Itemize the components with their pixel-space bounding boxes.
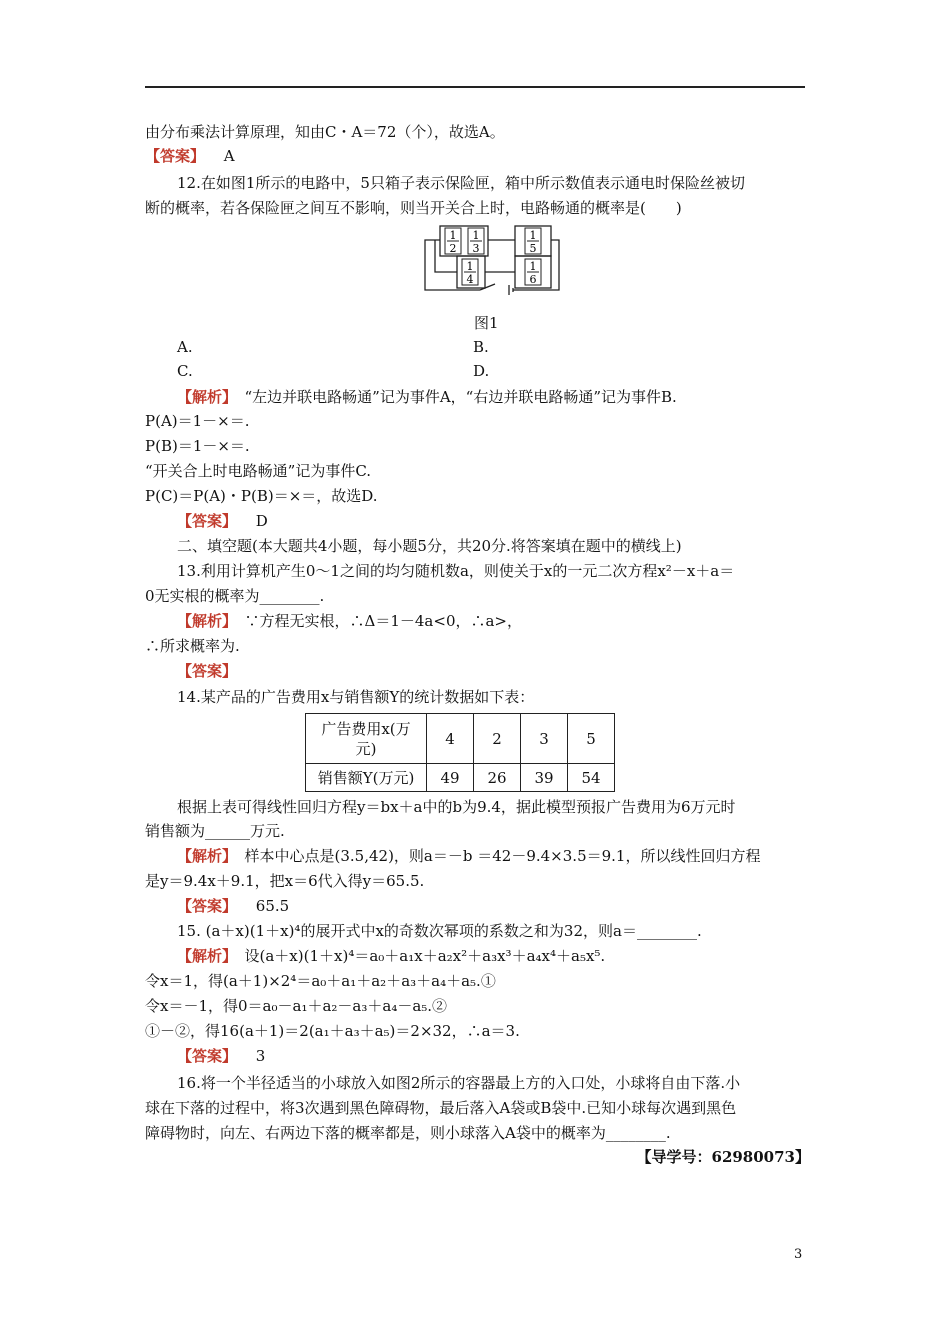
table-row-header: 销售额Y(万元) [306, 764, 427, 792]
data-table [305, 713, 615, 792]
analysis-13-line-2: ∴所求概率为. [145, 637, 240, 655]
guide-number: 【导学号：62980073】 [636, 1148, 810, 1166]
svg-text:4: 4 [466, 273, 474, 286]
answer-tag: 【答案】 [177, 662, 238, 680]
analysis-12-line-4: “开关合上时电路畅通”记为事件C. [145, 462, 372, 480]
table-row-header: 广告费用x(万 元) [306, 714, 427, 764]
option-c: C. [177, 362, 193, 380]
analysis-12-line-1: 【解析】 “左边并联电路畅通”记为事件A，“右边并联电路畅通”记为事件B. [177, 388, 677, 406]
option-a: A. [177, 338, 193, 356]
question-14-after-2: 销售额为______万元. [145, 822, 285, 840]
question-14: 14.某产品的广告费用x与销售额Y的统计数据如下表： [177, 688, 535, 706]
svg-text:2: 2 [449, 242, 457, 255]
text-line: 由分布乘法计算原理，知由C・A＝72（个），故选A。 [145, 123, 505, 141]
answer-tag: 【答案】 [145, 147, 206, 165]
analysis-15-line-1: 【解析】 设(a＋x)(1＋x)⁴＝a₀＋a₁x＋a₂x²＋a₃x³＋a₄x⁴＋a₅x⁵. [177, 947, 606, 965]
table-cell: 5 [568, 714, 615, 764]
answer-tag: 【答案】 [177, 897, 238, 915]
figure-caption: 图1 [474, 314, 499, 332]
svg-text:5: 5 [529, 242, 537, 255]
page-number: 3 [794, 1247, 803, 1262]
question-15: 15. (a＋x)(1＋x)⁴的展开式中x的奇数次幂项的系数之和为32，则a＝________. [177, 922, 702, 940]
table-cell: 4 [427, 714, 474, 764]
option-d: D. [473, 362, 490, 380]
analysis-15-line-3: 令x＝－1，得0＝a₀－a₁＋a₂－a₃＋a₄－a₅.② [145, 997, 448, 1015]
svg-text:1: 1 [529, 229, 537, 242]
question-16-line-3: 障碍物时，向左、右两边下落的概率都是，则小球落入A袋中的概率为________. [145, 1124, 671, 1142]
analysis-tag: 【解析】 [177, 388, 230, 406]
table-cell: 3 [521, 714, 568, 764]
question-13-line-1: 13.利用计算机产生0～1之间的均匀随机数a，则使关于x的一元二次方程x²－x＋a＝ [177, 562, 735, 580]
box-label: 1 [449, 229, 457, 242]
table-cell: 54 [568, 764, 615, 792]
analysis-12-line-3: P(B)＝1－×＝. [145, 437, 250, 455]
analysis-12-line-2: P(A)＝1－×＝. [145, 412, 250, 430]
table-cell: 2 [474, 714, 521, 764]
svg-text:6: 6 [529, 273, 537, 286]
header-rule [145, 86, 805, 88]
analysis-tag: 【解析】 [177, 847, 230, 865]
answer-value: 65.5 [255, 897, 290, 915]
answer-value: D [255, 512, 268, 530]
question-16-line-2: 球在下落的过程中，将3次遇到黑色障碍物，最后落入A袋或B袋中.已知小球每次遇到黑色 [145, 1099, 737, 1117]
analysis-tag: 【解析】 [177, 612, 230, 630]
svg-text:3: 3 [472, 242, 480, 255]
answer-tag: 【答案】 [177, 512, 238, 530]
analysis-12-line-5: P(C)＝P(A)・P(B)＝×＝，故选D. [145, 487, 378, 505]
table-cell: 39 [521, 764, 568, 792]
answer-line [177, 895, 857, 917]
analysis-tag: 【解析】 [177, 947, 230, 965]
svg-text:1: 1 [529, 260, 537, 273]
option-b: B. [473, 338, 489, 356]
analysis-15-line-4: ①－②，得16(a＋1)＝2(a₁＋a₃＋a₅)＝2×32，∴a＝3. [145, 1022, 520, 1040]
table-cell: 26 [474, 764, 521, 792]
section-heading: 二、填空题(本大题共4小题，每小题5分，共20分.将答案填在题中的横线上) [177, 537, 682, 555]
answer-line [177, 510, 857, 532]
circuit-diagram [415, 222, 565, 298]
question-16-line-1: 16.将一个半径适当的小球放入如图2所示的容器最上方的入口处，小球将自由下落.小 [177, 1074, 741, 1092]
question-14-after-1: 根据上表可得线性回归方程y＝bx＋a中的b为9.4，据此模型预报广告费用为6万元时 [177, 798, 736, 816]
analysis-15-line-2: 令x＝1，得(a＋1)×2⁴＝a₀＋a₁＋a₂＋a₃＋a₄＋a₅.① [145, 972, 496, 990]
question-12-line-1: 12.在如图1所示的电路中，5只箱子表示保险匣，箱中所示数值表示通电时保险丝被切 [177, 174, 745, 192]
answer-line [177, 660, 857, 682]
svg-text:1: 1 [466, 260, 474, 273]
answer-tag: 【答案】 [177, 1047, 238, 1065]
answer-line [177, 1045, 857, 1067]
answer-value: 3 [255, 1047, 266, 1065]
svg-text:1: 1 [472, 229, 480, 242]
answer-line [145, 145, 825, 167]
question-12-line-2: 断的概率，若各保险匣之间互不影响，则当开关合上时，电路畅通的概率是( ) [145, 199, 682, 217]
question-13-line-2: 0无实根的概率为________. [145, 587, 325, 605]
analysis-14-line-1: 【解析】 样本中心点是(3.5,42)，则a＝－b ＝42－9.4×3.5＝9.1，所以线性回归方程 [177, 847, 761, 865]
analysis-14-line-2: 是y＝9.4x＋9.1，把x＝6代入得y＝65.5. [145, 872, 425, 890]
analysis-13-line-1: 【解析】 ∵方程无实根，∴Δ＝1－4a<0，∴a>， [177, 612, 523, 630]
answer-value: A [223, 147, 235, 165]
table-cell: 49 [427, 764, 474, 792]
